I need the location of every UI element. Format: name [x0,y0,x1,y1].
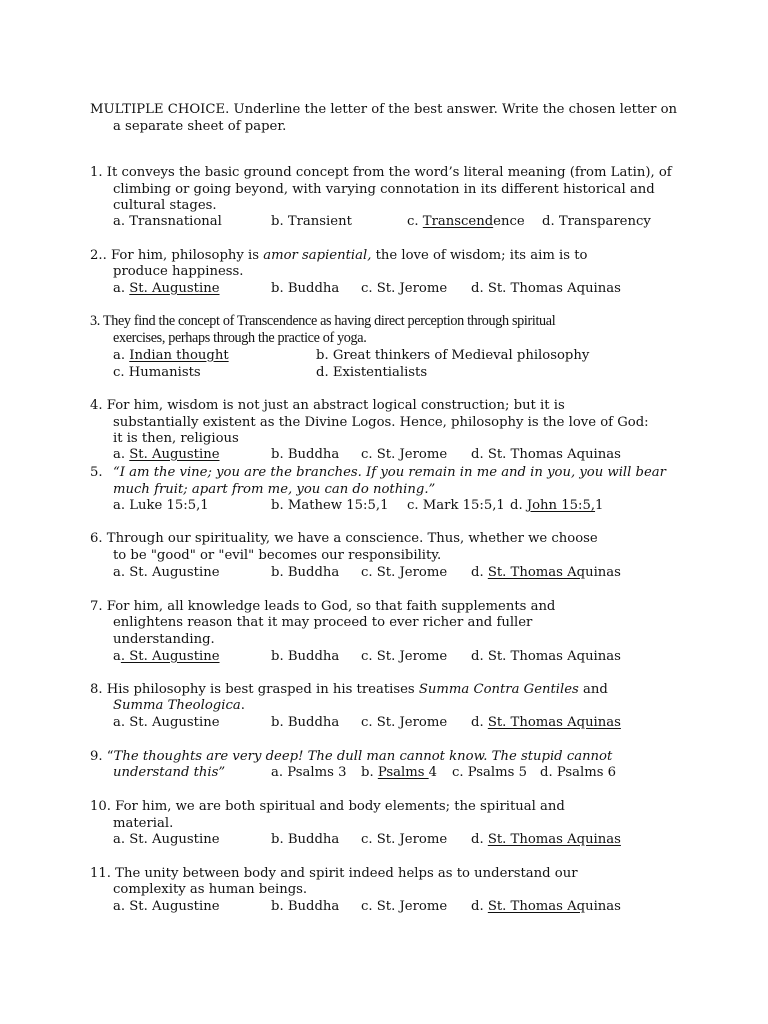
q1-text-line-1: 1. It conveys the basic ground concept from the word’s literal meaning (from Latin), of [90,165,672,180]
q3-option-a-underline: Indian thought [129,348,229,363]
q6-option-c[interactable]: c. St. Jerome [361,565,448,580]
q5-option-d-underline: John 15:5, [526,498,596,513]
q7-option-a[interactable]: a. St. Augustine [113,649,220,664]
q9-option-d[interactable]: d. Psalms 6 [540,765,617,780]
q4-option-d[interactable]: d. St. Thomas Aquinas [471,447,621,462]
q5-option-d[interactable]: d. John 15:5,1 [510,498,604,513]
q2-option-d[interactable]: d. St. Thomas Aquinas [471,281,621,296]
q6-option-a[interactable]: a. St. Augustine [113,565,220,580]
q9-option-b-underline: Psalms [377,765,429,780]
q4-option-a-underline: St. Augustine [129,447,220,462]
q10-option-b[interactable]: b. Buddha [271,832,340,847]
q7-text-line-3: understanding. [113,632,215,647]
q2-text-line-1: 2.. For him, philosophy is amor sapiential, the love of wisdom; its aim is to [90,248,588,263]
q6-text-line-1: 6. Through our spirituality, we have a conscience. Thus, whether we choose [90,531,598,546]
q1-option-c[interactable]: c. Transcendence [407,214,525,229]
q8-option-b[interactable]: b. Buddha [271,715,340,730]
q10-option-c[interactable]: c. St. Jerome [361,832,448,847]
q11-option-d-underline: St. Thomas Aq [487,899,586,914]
q10-text-line-1: 10. For him, we are both spiritual and body elements; the spiritual and [90,799,565,814]
q8-option-c[interactable]: c. St. Jerome [361,715,448,730]
q4-option-c[interactable]: c. St. Jerome [361,447,448,462]
q5-option-a[interactable]: a. Luke 15:5,1 [113,498,209,513]
q3-option-c[interactable]: c. Humanists [113,365,201,380]
q9-text-line-1: 9. “The thoughts are very deep! The dull man cannot know. The stupid cannot [90,749,613,764]
q1-option-d[interactable]: d. Transparency [542,214,651,229]
q8-text-line-1: 8. His philosophy is best grasped in his treatises Summa Contra Gentiles and [90,682,608,697]
q6-option-b[interactable]: b. Buddha [271,565,340,580]
q9-text-line-2: understand this” [113,765,226,780]
q7-option-a-underline: . St. Augustine [120,649,220,664]
q7-option-d[interactable]: d. St. Thomas Aquinas [471,649,621,664]
q1-text-line-2: climbing or going beyond, with varying connotation in its different historical and [113,182,655,197]
q1-option-c-underline: Transcend [422,214,494,229]
q5-number: 5. [90,465,103,480]
q11-option-c[interactable]: c. St. Jerome [361,899,448,914]
q9-option-b[interactable]: b. Psalms 4 [361,765,438,780]
q1-option-a[interactable]: a. Transnational [113,214,222,229]
q10-option-d-underline: St. Thomas Aquinas [487,832,621,847]
q5-option-b[interactable]: b. Mathew 15:5,1 [271,498,389,513]
q6-option-d[interactable]: d. St. Thomas Aquinas [471,565,621,580]
q3-option-b[interactable]: b. Great thinkers of Medieval philosophy [316,348,590,363]
q3-text-line-1: 3. They find the concept of Transcendence as having direct perception through spiritual [90,313,556,329]
q10-option-d[interactable]: d. St. Thomas Aquinas [471,832,621,847]
q4-text-line-2: substantially existent as the Divine Logos. Hence, philosophy is the love of God: [113,415,649,430]
q9-option-c[interactable]: c. Psalms 5 [452,765,527,780]
q2-option-b[interactable]: b. Buddha [271,281,340,296]
q3-option-a[interactable]: a. Indian thought [113,348,229,363]
q5-quote-line-2: much fruit; apart from me, you can do nothing.” [113,482,436,497]
q1-text-line-3: cultural stages. [113,198,217,213]
q9-option-a[interactable]: a. Psalms 3 [271,765,347,780]
q2-option-a-underline: St. Augustine [129,281,220,296]
q7-text-line-2: enlightens reason that it may proceed to ever richer and fuller [113,615,533,630]
q4-text-line-1: 4. For him, wisdom is not just an abstract logical construction; but it is [90,398,565,413]
q2-option-c[interactable]: c. St. Jerome [361,281,448,296]
q4-option-b[interactable]: b. Buddha [271,447,340,462]
q7-option-c[interactable]: c. St. Jerome [361,649,448,664]
q8-text-line-2: Summa Theologica. [113,698,245,713]
q6-text-line-2: to be "good" or "evil" becomes our responsibility. [113,548,442,563]
instructions-line-1: MULTIPLE CHOICE. Underline the letter of the best answer. Write the chosen letter on [90,102,678,117]
q2-text-line-2: produce happiness. [113,264,244,279]
q4-text-line-3: it is then, religious [113,431,239,446]
q3-option-d[interactable]: d. Existentialists [316,365,428,380]
q11-option-a[interactable]: a. St. Augustine [113,899,220,914]
q7-option-b[interactable]: b. Buddha [271,649,340,664]
q10-text-line-2: material. [113,816,174,831]
q11-option-d[interactable]: d. St. Thomas Aquinas [471,899,621,914]
q8-option-d-underline: St. Thomas Aquinas [487,715,621,730]
instructions-line-2: a separate sheet of paper. [113,119,287,134]
q8-option-d[interactable]: d. St. Thomas Aquinas [471,715,621,730]
q5-quote-line-1: “I am the vine; you are the branches. If you remain in me and in you, you will bear [113,465,666,480]
q5-option-c[interactable]: c. Mark 15:5,1 [407,498,505,513]
q11-option-b[interactable]: b. Buddha [271,899,340,914]
q4-option-a[interactable]: a. St. Augustine [113,447,220,462]
q7-text-line-1: 7. For him, all knowledge leads to God, so that faith supplements and [90,599,556,614]
q8-option-a[interactable]: a. St. Augustine [113,715,220,730]
q10-option-a[interactable]: a. St. Augustine [113,832,220,847]
q6-option-d-underline: St. Thomas Aq [487,565,586,580]
q1-option-b[interactable]: b. Transient [271,214,352,229]
q11-text-line-2: complexity as human beings. [113,882,308,897]
q11-text-line-1: 11. The unity between body and spirit indeed helps as to understand our [90,866,578,881]
q3-text-line-2: exercises, perhaps through the practice of yoga. [113,330,367,346]
q2-option-a[interactable]: a. St. Augustine [113,281,220,296]
